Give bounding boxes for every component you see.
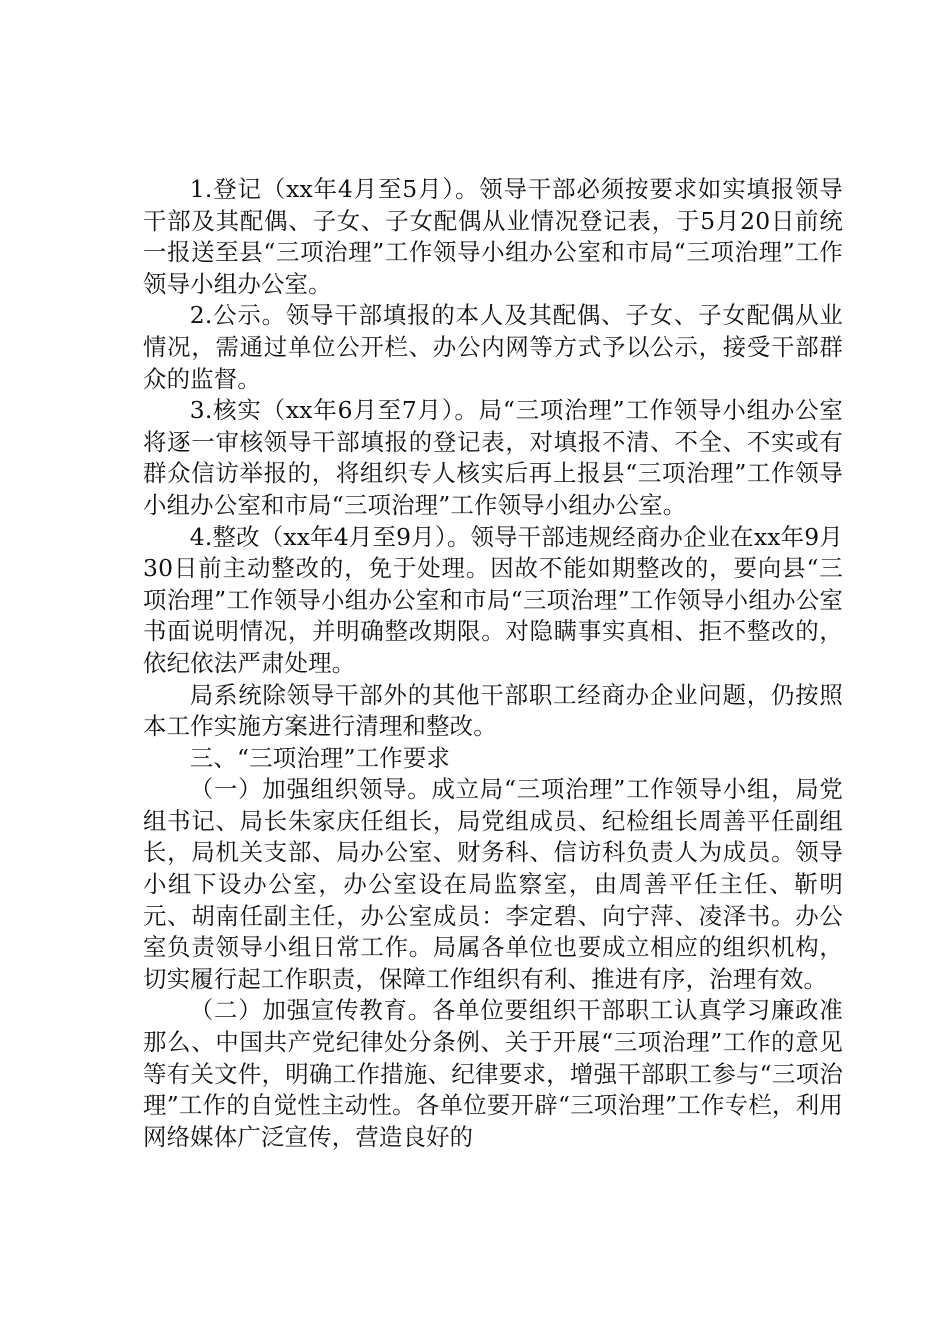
paragraph-organization-leadership: （一）加强组织领导。成立局“三项治理”工作领导小组，局党组书记、局长朱家庆任组长，局党组成员、纪检组长周善平任副组长，局机关支部、局办公室、财务科、信访科负责人为成员。领导小组下设办公室，办公室设在局监察室，由周善平任主任、靳明元、胡南任副主任，办公室成员：李定碧、向宁萍、凌泽书。办公室负责领导小组日常工作。局属各单位也要成立相应的组织机构，切实履行起工作职责，保障工作组织有利、推进有序，治理有效。 <box>143 775 843 993</box>
paragraph-publicity-education: （二）加强宣传教育。各单位要组织干部职工认真学习廉政准那么、中国共产党纪律处分条例、关于开展“三项治理”工作的意见等有关文件，明确工作措施、纪律要求，增强干部职工参与“三项治理”工作的自觉性主动性。各单位要开辟“三项治理”工作专栏，利用网络媒体广泛宣传，营造良好的 <box>143 996 843 1151</box>
paragraph-verification: 3.核实（xx年6月至7月）。局“三项治理”工作领导小组办公室将逐一审核领导干部填报的登记表，对填报不清、不全、不实或有群众信访举报的，将组织专人核实后再上报县“三项治理”工作领导小组办公室和市局“三项治理”工作领导小组办公室。 <box>143 396 843 519</box>
paragraph-rectification: 4.整改（xx年4月至9月）。领导干部违规经商办企业在xx年9月30日前主动整改的，免于处理。因故不能如期整改的，要向县“三项治理”工作领导小组办公室和市局“三项治理”工作领导小组办公室书面说明情况，并明确整改期限。对隐瞒事实真相、拒不整改的，依纪依法严肃处理。 <box>143 522 843 677</box>
section-heading-requirements: 三、“三项治理”工作要求 <box>189 743 451 772</box>
paragraph-publicity: 2.公示。领导干部填报的本人及其配偶、子女、子女配偶从业情况，需通过单位公开栏、办公内网等方式予以公示，接受干部群众的监督。 <box>143 301 843 393</box>
paragraph-registration: 1.登记（xx年4月至5月）。领导干部必须按要求如实填报领导干部及其配偶、子女、子女配偶从业情况登记表，于5月20日前统一报送至县“三项治理”工作领导小组办公室和市局“三项治理”工作领导小组办公室。 <box>143 175 843 298</box>
paragraph-other-staff: 局系统除领导干部外的其他干部职工经商办企业问题，仍按照本工作实施方案进行清理和整改。 <box>143 680 843 741</box>
document-body <box>143 174 843 1153</box>
